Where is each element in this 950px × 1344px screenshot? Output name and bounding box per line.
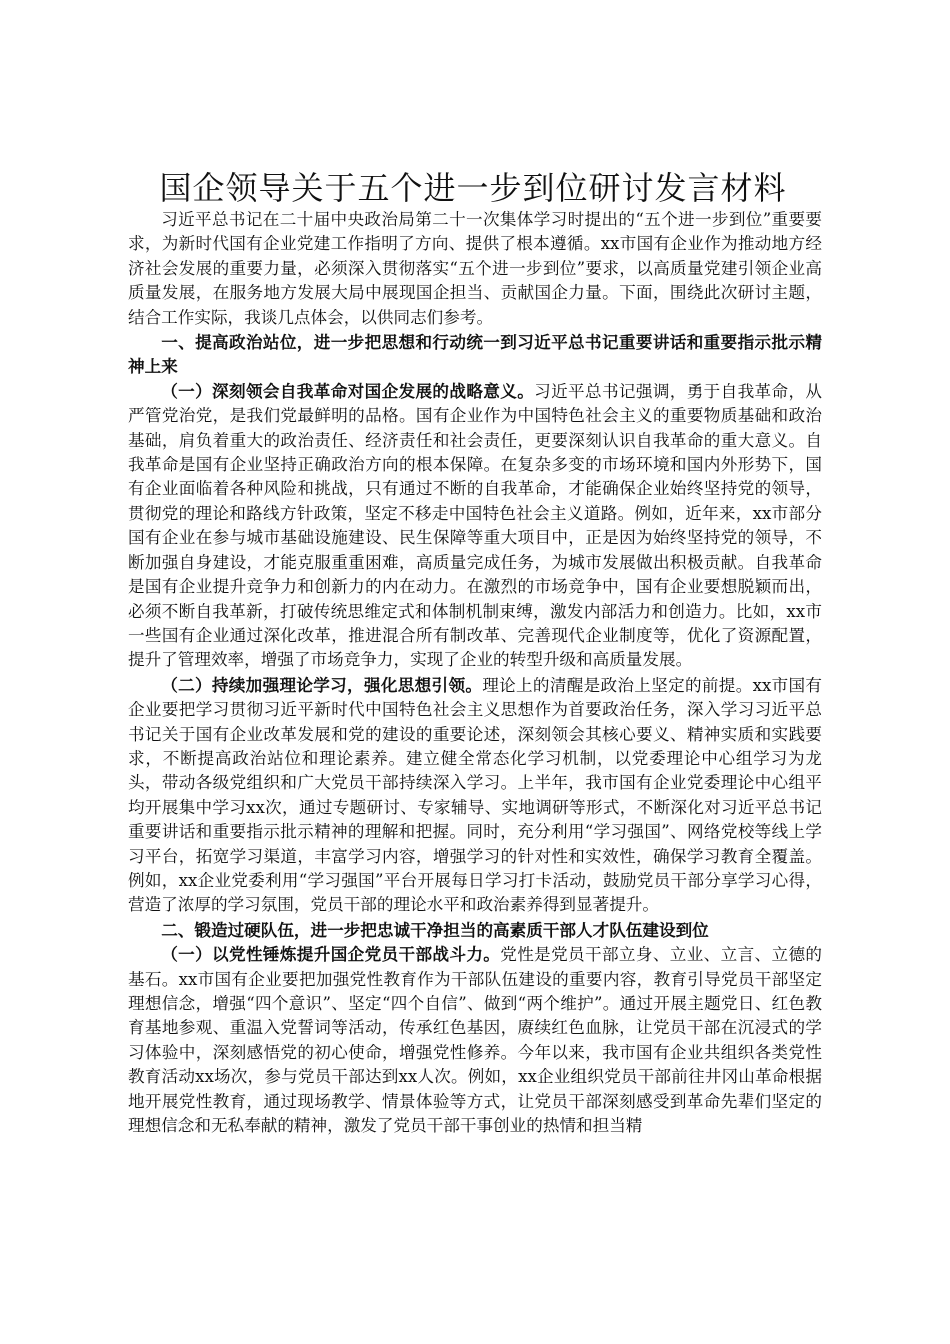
section-2-1-paragraph [128,942,822,1138]
section-1-2-lead: （二）持续加强理论学习，强化思想引领。 [161,674,483,695]
section-1-2-paragraph [128,673,822,918]
section-2-1-lead: （一）以党性锤炼提升国企党员干部战斗力。 [161,944,501,965]
section-1-1-body: 习近平总书记强调，勇于自我革命，从严管党治党，是我们党最鲜明的品格。国有企业作为中国特色社会主义的重要物质基础和政治基础，肩负着重大的政治责任、经济责任和社会责任，更要深刻认识自我革命的重大意义。自我革命是国有企业坚持正确政治方向的根本保障。在复杂多变的市场环境和国内外形势下，国有企业面临着各种风险和挑战，只有通过不断的自我革命，才能确保企业始终坚持党的领导，贯彻党的理论和路线方针政策，坚定不移走中国特色社会主义道路。例如，近年来，xx市部分国有企业在参与城市基础设施建设、民生保障等重大项目中，正是因为始终坚持党的领导，不断加强自身建设，才能克服重重困难，高质量完成任务，为城市发展做出积极贡献。自我革命是国有企业提升竞争力和创新力的内在动力。在激烈的市场竞争中，国有企业要想脱颖而出，必须不断自我革新，打破传统思维定式和体制机制束缚，激发内部活力和创造力。比如，xx市一些国有企业通过深化改革，推进混合所有制改革、完善现代企业制度等，优化了资源配置，提升了管理效率，增强了市场竞争力，实现了企业的转型升级和高质量发展。 [128,381,822,670]
document-page [128,168,822,1138]
section-1-2-body: 理论上的清醒是政治上坚定的前提。xx市国有企业要把学习贯彻习近平新时代中国特色社会主义思想作为首要政治任务，深入学习习近平总书记关于国有企业改革发展和党的建设的重要论述，深刻领会其核心要义、精神实质和实践要求，不断提高政治站位和理论素养。建立健全常态化学习机制，以党委理论中心组学习为龙头，带动各级党组织和广大党员干部持续深入学习。上半年，我市国有企业党委理论中心组平均开展集中学习xx次，通过专题研讨、专家辅导、实地调研等形式，不断深化对习近平总书记重要讲话和重要指示批示精神的理解和把握。同时，充分利用“学习强国”、网络党校等线上学习平台，拓宽学习渠道，丰富学习内容，增强学习的针对性和实效性，确保学习教育全覆盖。例如，xx企业党委利用“学习强国”平台开展每日学习打卡活动，鼓励党员干部分享学习心得，营造了浓厚的学习氛围，党员干部的理论水平和政治素养得到显著提升。 [128,675,822,915]
intro-paragraph: 习近平总书记在二十届中央政治局第二十一次集体学习时提出的“五个进一步到位”重要要求，为新时代国有企业党建工作指明了方向、提供了根本遵循。xx市国有企业作为推动地方经济社会发展的重要力量，必须深入贯彻落实“五个进一步到位”要求，以高质量党建引领企业高质量发展，在服务地方发展大局中展现国企担当、贡献国企力量。下面，围绕此次研讨主题，结合工作实际，我谈几点体会，以供同志们参考。 [128,210,822,327]
section-2-heading: 二、锻造过硬队伍，进一步把忠诚干净担当的高素质干部人才队伍建设到位 [161,919,709,940]
document-title: 国企领导关于五个进一步到位研讨发言材料 [159,169,787,207]
section-1-1-paragraph [128,379,822,673]
section-1-1-lead: （一）深刻领会自我革命对国企发展的战略意义。 [161,380,535,401]
section-1-heading: 一、提高政治站位，进一步把思想和行动统一到习近平总书记重要讲话和重要指示批示精神上来 [128,332,822,377]
section-2-1-body: 党性是党员干部立身、立业、立言、立德的基石。xx市国有企业要把加强党性教育作为干部队伍建设的重要内容，教育引导党员干部坚定理想信念，增强“四个意识”、坚定“四个自信”、做到“两个维护”。通过开展主题党日、红色教育基地参观、重温入党誓词等活动，传承红色基因，赓续红色血脉，让党员干部在沉浸式的学习体验中，深刻感悟党的初心使命，增强党性修养。今年以来，我市国有企业共组织各类党性教育活动xx场次，参与党员干部达到xx人次。例如，xx企业组织党员干部前往井冈山革命根据地开展党性教育，通过现场教学、情景体验等方式，让党员干部深刻感受到革命先辈们坚定的理想信念和无私奉献的精神，激发了党员干部干事创业的热情和担当精 [128,945,822,1136]
